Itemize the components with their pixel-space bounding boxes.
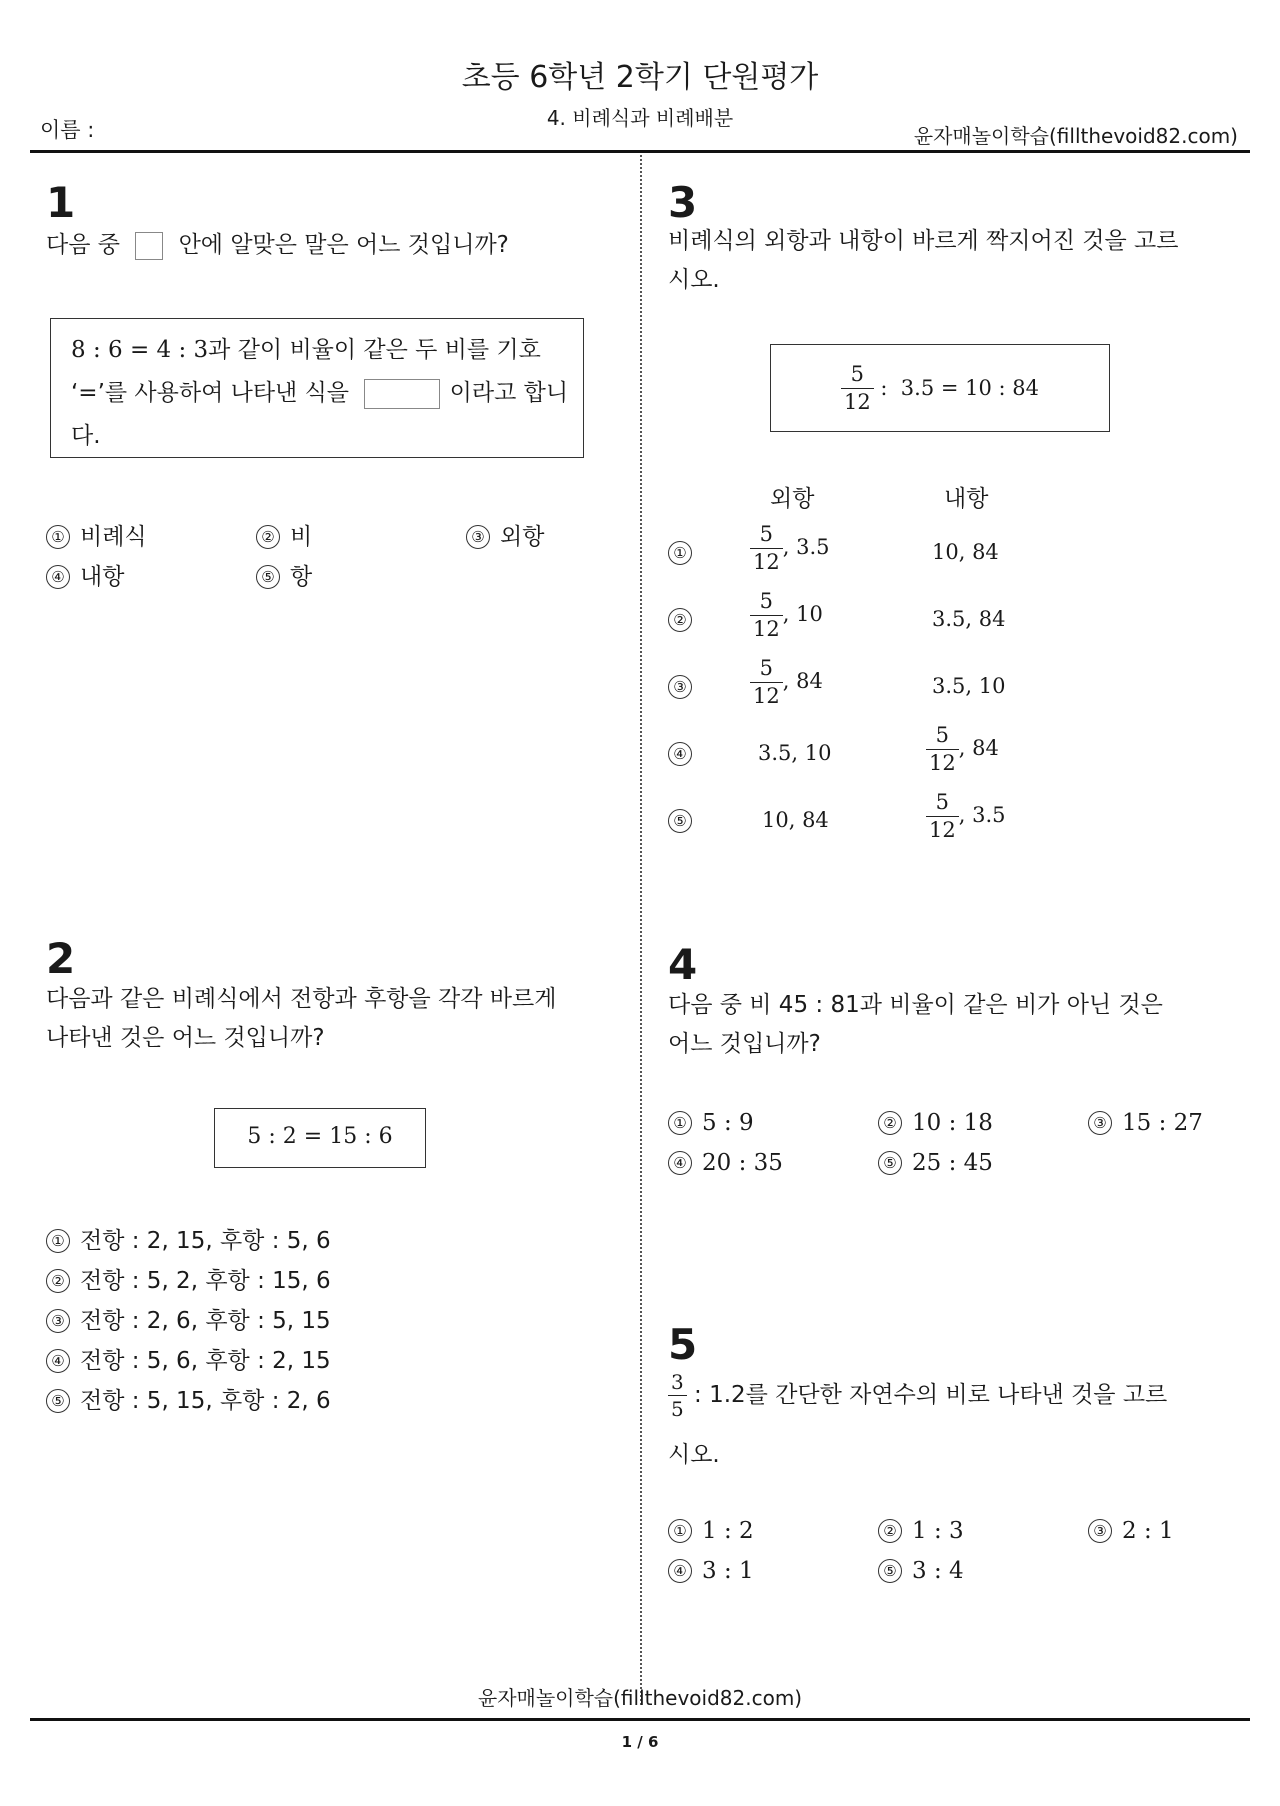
q2-option-3[interactable]: ③ 전항 : 2, 6, 후항 : 5, 15 — [46, 1302, 331, 1342]
q5-fraction: $\frac{3}{5}$ — [668, 1372, 687, 1419]
q4-option-3[interactable]: ③ 15 : 27 — [1088, 1110, 1203, 1136]
page-title: 초등 6학년 2학기 단원평가 — [461, 60, 819, 95]
question-5-number: 5 — [668, 1320, 698, 1369]
q1-option-3[interactable]: ③ 외항 — [466, 518, 544, 551]
site-credit-top: 윤자매놀이학습(fillthevoid82.com) — [913, 124, 1238, 148]
question-1-text — [46, 226, 509, 265]
q3-row4-inner: $\frac{5}{12}$ , 84 — [926, 725, 999, 774]
q3-row5-inner: $\frac{5}{12}$ , 3.5 — [926, 792, 1005, 841]
q1-box-line2 — [71, 372, 583, 415]
q4-option-2[interactable]: ② 10 : 18 — [878, 1110, 993, 1136]
q3-line2: 시오. — [668, 267, 720, 293]
q3-row4-outer: 3.5, 10 — [758, 741, 832, 765]
footer-rule — [30, 1718, 1250, 1721]
q4-line1: 다음 중 비 45 : 81과 비율이 같은 비가 아닌 것은 — [668, 992, 1163, 1018]
q2-line1: 다음과 같은 비례식에서 전항과 후항을 각각 바르게 — [46, 986, 557, 1012]
q1-box-line2-after: 이라고 합니 — [449, 380, 569, 406]
question-1-box — [50, 318, 584, 458]
q4-option-4[interactable]: ④ 20 : 35 — [668, 1150, 783, 1176]
q1-option-4[interactable]: ④ 내항 — [46, 558, 124, 591]
q3-col-outer: 외항 — [770, 486, 815, 512]
q2-option-4[interactable]: ④ 전항 : 5, 6, 후항 : 2, 15 — [46, 1342, 331, 1382]
q3-line1: 비례식의 외항과 내항이 바르게 짝지어진 것을 고르 — [668, 228, 1179, 254]
q1-inline-blank — [135, 232, 163, 260]
question-2-box: 5 : 2 = 15 : 6 — [214, 1108, 426, 1168]
q1-box-line2-before: ‘=’를 사용하여 나타낸 식을 — [71, 380, 350, 406]
q1-box-line1: 8 : 6 = 4 : 3과 같이 비율이 같은 두 비를 기호 — [71, 337, 541, 363]
question-4-number: 4 — [668, 940, 698, 989]
q3-box-fraction: $\frac{5}{12}$ — [841, 364, 874, 413]
q3-option-1[interactable]: ① — [668, 540, 702, 566]
name-label: 이름 : — [40, 118, 95, 142]
q3-option-4[interactable]: ④ — [668, 741, 702, 767]
q3-row2-outer: $\frac{5}{12}$ , 10 — [750, 591, 823, 640]
question-2-number: 2 — [46, 934, 76, 983]
q4-option-5[interactable]: ⑤ 25 : 45 — [878, 1150, 993, 1176]
site-credit-bottom: 윤자매놀이학습(fillthevoid82.com) — [477, 1686, 803, 1710]
q3-row5-outer: 10, 84 — [762, 808, 829, 832]
question-5-line2: 시오. — [668, 1442, 720, 1468]
q3-row1-outer: $\frac{5}{12}$ , 3.5 — [750, 524, 829, 573]
q1-box-line3: 다. — [71, 423, 101, 449]
q2-option-1[interactable]: ① 전항 : 2, 15, 후항 : 5, 6 — [46, 1222, 331, 1262]
page-number: 1 / 6 — [621, 1733, 659, 1751]
q4-option-1[interactable]: ① 5 : 9 — [668, 1110, 754, 1136]
question-2-text — [46, 980, 556, 1058]
q5-option-2[interactable]: ② 1 : 3 — [878, 1518, 964, 1544]
question-1-number: 1 — [46, 178, 76, 227]
q5-option-1[interactable]: ① 1 : 2 — [668, 1518, 754, 1544]
q5-line1-rest: : 1.2를 간단한 자연수의 비로 나타낸 것을 고르 — [686, 1382, 1168, 1408]
header-rule — [30, 150, 1250, 153]
question-4-text — [668, 986, 1163, 1064]
q2-option-2[interactable]: ② 전항 : 5, 2, 후항 : 15, 6 — [46, 1262, 331, 1302]
q3-option-3[interactable]: ③ — [668, 674, 702, 700]
q1-text-after: 안에 알맞은 말은 어느 것입니까? — [178, 232, 509, 258]
q3-option-5[interactable]: ⑤ — [668, 808, 702, 834]
q4-line2: 어느 것입니까? — [668, 1031, 821, 1057]
q3-box-rest: : 3.5 = 10 : 84 — [873, 376, 1040, 400]
q2-option-5[interactable]: ⑤ 전항 : 5, 15, 후항 : 2, 6 — [46, 1382, 331, 1422]
q3-row3-outer: $\frac{5}{12}$ , 84 — [750, 658, 823, 707]
q1-option-5[interactable]: ⑤ 항 — [256, 558, 312, 591]
question-5-line1 — [668, 1372, 1167, 1419]
q5-option-3[interactable]: ③ 2 : 1 — [1088, 1518, 1174, 1544]
q3-row1-inner: 10, 84 — [932, 540, 999, 564]
q5-option-4[interactable]: ④ 3 : 1 — [668, 1558, 754, 1584]
q1-box-blank — [364, 379, 440, 409]
question-3-box — [770, 344, 1110, 432]
q3-row2-inner: 3.5, 84 — [932, 607, 1006, 631]
q5-option-5[interactable]: ⑤ 3 : 4 — [878, 1558, 964, 1584]
q3-option-2[interactable]: ② — [668, 607, 702, 633]
q1-text-before: 다음 중 — [46, 232, 120, 258]
q2-line2: 나타낸 것은 어느 것입니까? — [46, 1025, 325, 1051]
q1-option-1[interactable]: ① 비례식 — [46, 518, 147, 551]
q3-col-inner: 내항 — [944, 486, 989, 512]
q3-row3-inner: 3.5, 10 — [932, 674, 1006, 698]
question-3-number: 3 — [668, 178, 698, 227]
question-3-text — [668, 222, 1178, 300]
q2-options — [46, 1222, 331, 1422]
column-divider — [640, 155, 642, 1705]
unit-subtitle: 4. 비례식과 비례배분 — [546, 106, 734, 130]
q1-option-2[interactable]: ② 비 — [256, 518, 312, 551]
